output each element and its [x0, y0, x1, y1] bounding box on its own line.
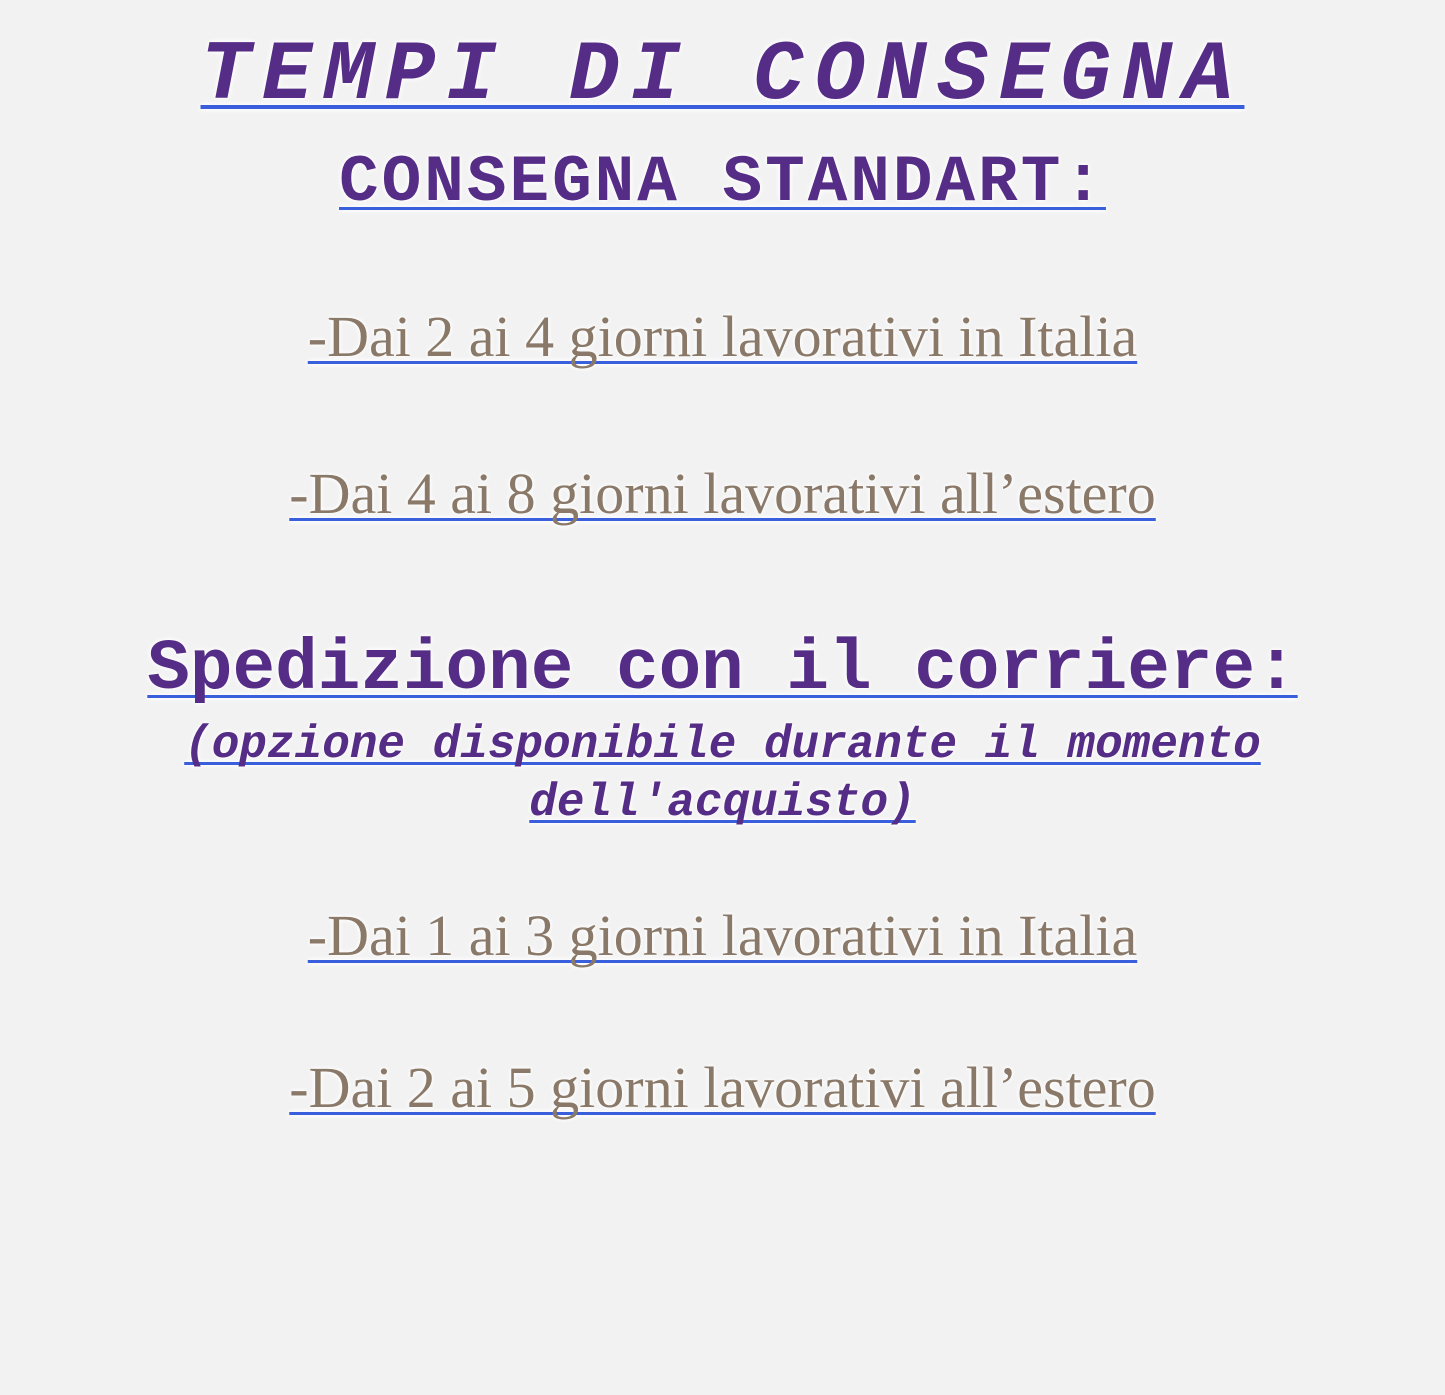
standard-delivery-heading: CONSEGNA STANDART: — [339, 145, 1106, 221]
standard-delivery-italy-item: -Dai 2 ai 4 giorni lavorativi in Italia — [307, 303, 1138, 369]
courier-delivery-italy-item: -Dai 1 ai 3 giorni lavorativi in Italia — [307, 902, 1138, 968]
courier-shipping-note: (opzione disponibile durante il momento dell'acquisto) — [184, 718, 1261, 829]
courier-shipping-heading: Spedizione con il corriere: — [147, 630, 1298, 711]
courier-delivery-abroad-item: -Dai 2 ai 5 giorni lavorativi all’estero — [289, 1055, 1156, 1121]
page-title: TEMPI DI CONSEGNA — [200, 29, 1245, 124]
standard-delivery-abroad-item: -Dai 4 ai 8 giorni lavorativi all’estero — [289, 460, 1156, 526]
